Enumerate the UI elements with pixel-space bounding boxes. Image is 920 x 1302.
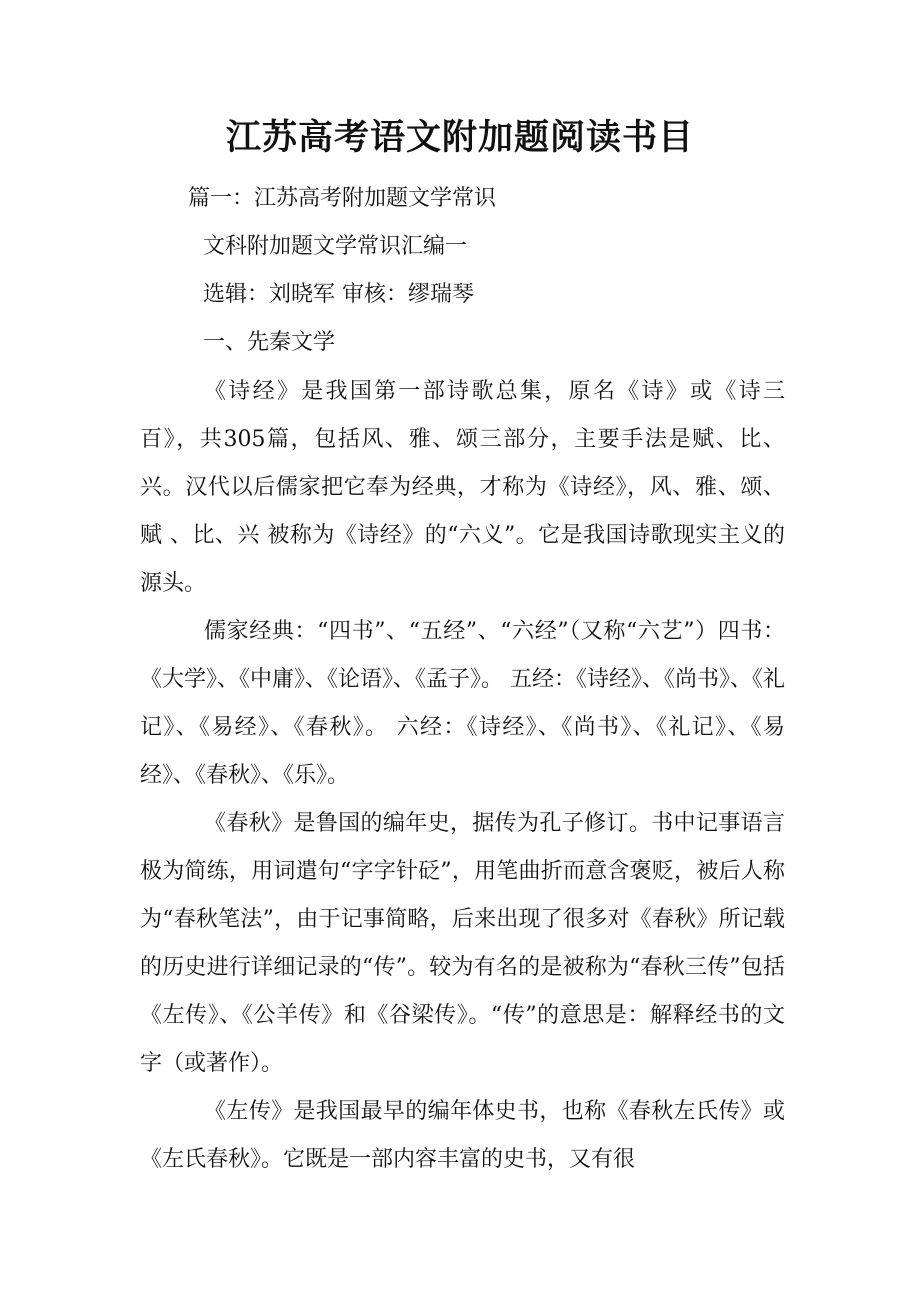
chapter-heading: 一、先秦文学 [203, 330, 336, 355]
paragraph-shijing: 《诗经》是我国第一部诗歌总集，原名《诗》或《诗三百》，共305篇，包括风、雅、颂三部分，主要手法是赋、比、兴。汉代以后儒家把它奉为经典，才称为《诗经》，风、雅、颂、赋 、比、兴 被称为《诗经》的“六义”。它是我国诗歌现实主义的源头。 [140, 379, 785, 596]
section-heading: 篇一：江苏高考附加题文学常识 [188, 186, 497, 211]
editors-line: 选辑：刘晓军 审核：缪瑞琴 [203, 282, 474, 307]
paragraph-zuozhuan: 《左传》是我国最早的编年体史书，也称《春秋左氏传》或《左氏春秋》。它既是一部内容丰富的史书，又有很 [140, 1099, 785, 1172]
paragraph-confucian-classics: 儒家经典：“四书”、“五经”、“六经”（又称“六艺”）四书：《大学》、《中庸》、《论语》、《孟子》。 五经：《诗经》、《尚书》、《礼记》、《易经》、《春秋》。 六经：《诗经》、《尚书》、《礼记》、《易经》、《春秋》、《乐》。 [140, 619, 785, 788]
subheading: 文科附加题文学常识汇编一 [203, 234, 468, 259]
document-title: 江苏高考语文附加题阅读书目 [225, 117, 694, 158]
paragraph-chunqiu: 《春秋》是鲁国的编年史，据传为孔子修订。书中记事语言极为简练，用词遣句“字字针砭”，用笔曲折而意含褒贬，被后人称为“春秋笔法”，由于记事简略，后来出现了很多对《春秋》所记载的历史进行详细记录的“传”。较为有名的是被称为“春秋三传”包括《左传》、《公羊传》和《谷梁传》。“传”的意思是：解释经书的文字（或著作）。 [140, 811, 785, 1076]
